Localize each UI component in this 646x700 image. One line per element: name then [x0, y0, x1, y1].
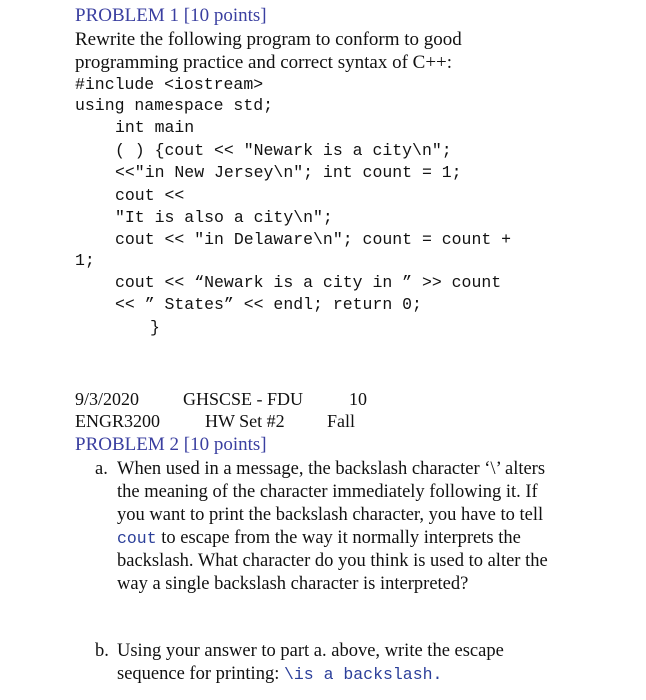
footer-course: ENGR3200	[75, 411, 160, 431]
part-a-line-rest: to escape from the way it normally interprets the	[156, 528, 521, 548]
part-a-line: backslash. What character do you think is used to alter the	[117, 551, 548, 571]
footer-hw-set: HW Set #2	[205, 411, 285, 431]
part-a-line: When used in a message, the backslash character ‘\’ alters	[117, 459, 546, 479]
problem-2-points: [10 points]	[183, 434, 267, 455]
problem-1-heading	[75, 5, 267, 27]
code-line: <<"in New Jersey\n"; int count = 1;	[115, 163, 462, 182]
code-line: int main	[115, 118, 195, 137]
part-a-line: the meaning of the character immediately following it. If	[117, 482, 538, 502]
part-a-line: way a single backslash character is interpreted?	[117, 574, 469, 594]
code-line: cout << "in Delaware\n"; count = count +	[115, 230, 512, 249]
problem-1-title: PROBLEM 1	[75, 5, 179, 26]
code-line: 1;	[75, 251, 95, 270]
code-line: cout <<	[115, 186, 185, 205]
part-a-line: you want to print the backslash character, you have to tell	[117, 505, 544, 525]
code-line: ( ) {cout << "Newark is a city\n";	[115, 141, 452, 160]
footer-term: Fall	[327, 411, 356, 431]
code-line: using namespace std;	[75, 96, 274, 115]
problem-2-title: PROBLEM 2	[75, 434, 179, 455]
part-b-line	[117, 664, 442, 685]
problem-1-points: [10 points]	[183, 5, 267, 26]
code-line: << ” States” << endl; return 0;	[115, 295, 422, 314]
part-b-prefix: sequence for printing:	[117, 664, 284, 684]
code-line: "It is also a city\n";	[115, 208, 333, 227]
code-line: #include <iostream>	[75, 75, 264, 94]
footer-org: GHSCSE - FDU	[183, 389, 304, 409]
part-b-line: Using your answer to part a. above, write the escape	[117, 641, 504, 661]
footer-date: 9/3/2020	[75, 389, 140, 409]
problem-2-heading	[75, 434, 267, 456]
inline-code-cout: cout	[117, 529, 157, 548]
code-line: cout << “Newark is a city in ” >> count	[115, 273, 502, 292]
problem-1-instruction-line-1: Rewrite the following program to conform to good	[75, 29, 462, 50]
part-a-label: a.	[95, 459, 108, 479]
part-b-label: b.	[95, 641, 109, 661]
code-line: }	[150, 318, 160, 337]
problem-1-instruction-line-2: programming practice and correct syntax of C++:	[75, 52, 453, 73]
part-a-line	[117, 528, 521, 549]
inline-code-escape: \is a backslash.	[283, 665, 443, 684]
footer-page-number: 10	[349, 389, 367, 409]
